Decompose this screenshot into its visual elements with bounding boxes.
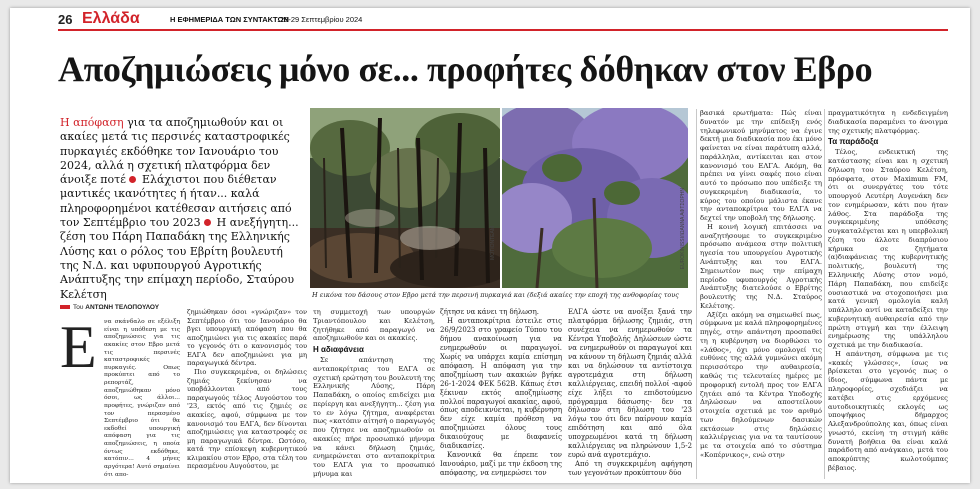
paragraph: Η απάντηση, σύμφωνα με τις «κακές γλώσσες», ίσως να βρίσκεται στο γεγονός πως ο ίδιος, σύμφωνα πάντα με πληροφορίες, σχεδιάζει να κατέβει στις ερχόμενες αυτοδιοικητικές εκλογές ως υποψήφιος δήμαρχος Αλεξανδρούπολης και, όπως είναι γνωστό, εκείνη τη στιγμή κάθε δυνατή βοήθεια θα είναι καλά παράδοτη από ανάγκαιο, μετά του αποκρύπτης κωλοτούμπας βέβαιος. [828, 349, 948, 472]
article-column-1 [60, 314, 180, 479]
lead-bullet-1: Ελάχιστοι που διέθεταν μαντικές ικανότητες ή ήταν... καλά πληροφορημένοι κατέθεσαν αιτήσεις από τον Σεπτέμβριο του 2023 [60, 173, 292, 230]
subheading: Τα παράδοξα [828, 137, 879, 147]
section-title: Ελλάδα [82, 10, 140, 27]
subheading: Η αδιαφάνεια [313, 345, 364, 355]
photo-burned-forest [310, 108, 500, 288]
column-divider [696, 109, 697, 479]
paragraph: Αξίζει ακόμη να σημειωθεί πως, σύμφωνα με καλά πληροφορημένες πηγές, στην απάντηση προσπαθεί τη η κυβέρνηση να διορθώσει το «λάθος», όχι μόνο ομολογεί τις ευθύνες της αλλά γυμνώνει ακόμη περισσότερο την αυθαιρεσία, καθώς τις τελευταίες ημέρες με προφορική εντολή προς τον ΕΛΓΑ ζητάει από τα Κέντρα Υποδοχής Δηλώσεων να αποστείλουν στοιχεία σχετικά με τον αριθμό των δηλούμενων δασικών εκτάσεων στις δηλώσεις καλλιέργειας για να τα ταυτίσουν με τα στοιχεία από το σύστημα «Κοπέρνικος», ενώ στην [700, 310, 822, 459]
article-column-2 [187, 308, 307, 478]
byline-prefix: Του [73, 304, 84, 311]
paragraph: ζημιώθηκαν όσοι «γνώριζαν» τον Σεπτέμβριο ότι τον Ιανουάριο θα βγει υπουργική απόφαση που θα αποζημιώνει για τις ακακίες παρά το γεγονός ότι ο κανονισμός του ΕΛΓΑ δεν αποζημιώνει για μη παραγωγικά δέντρα. [187, 308, 307, 368]
header-rule [58, 29, 948, 31]
paragraph: Πιο συγκεκριμένα, οι δηλώσεις ζημιάς ξεκίνησαν να υποβάλλονται από τους παραγωγούς τέλος Αυγούστου του '23, εκτός από τις ζημιές σε ακακίες, αφού, σύμφωνα με τον κανονισμό του ΕΛΓΑ, δεν δίνονται αποζημιώσεις για καταστροφές σε μη παραγωγικά δέντρα. Ωστόσο, κατά την επίσκεψη κυβερνητικού κλιμακίου στον Εβρο, στα τέλη του περασμένου Αυγούστου, με [187, 368, 307, 471]
paragraph: Η ανταποκρίτρια έστειλε στις 26/9/2023 στο γραφείο Τύπου του δήμου ανακοίνωση για να ενημερωθούν οι παραγωγοί. Χωρίς να υπάρχει καμία επίσημη απόφαση. Η απόφαση για την αποζημίωση των ακακιών βγήκε 26-1-2024 ΦΕΚ 562Β. Κάπως έτσι ξέκιναν εκτός αποζημίωσης πολλοί παραγωγοί ακακίας, αφού, όπως αποδεικνύεται, η κυβέρνηση δεν είχε καμία πρόθεση να αποζημιώσει όλους τους δικαιούχους με διαφανείς διαδικασίες. [440, 316, 562, 451]
paragraph: Η κοινή λογική επιτάσσει να αναζητήσουμε το συγκεκριμένο πρόσωπο ανάμεσα στην πολιτική ηγεσία του υπουργείου Αγροτικής Ανάπτυξης και του ΕΛΓΑ. Σημειωτέον πως την επίμαχη περίοδο υφυπουργός Αγροτικής Ανάπτυξης διατελούσε ο Εβρίτης βουλευτής της Ν.Δ. Σταύρος Κελέτσης. [700, 222, 822, 310]
paragraph: ζήτησε να κάνει τη δήλωση. [440, 308, 539, 316]
article-column-5 [568, 308, 692, 478]
lead-text: για τα αποζημιωθούν και οι ακαίες μετά τις περσινές καταστροφικές πυρκαγιές εκδόθηκε τον Ιανουάριο του 2024, αλλά η σχετική πλατφόρμα δεν άνοιξε ποτέ [60, 116, 290, 187]
paragraph: Σε απάντηση της ανταποκρίτριας του ΕΛΓΑ σε σχετική ερώτηση του βουλευτή της Ελληνικής Λύσης, Πάρη Παπαδάκη, ο οποίος επιδείχει μια περίεργη και ανεξήγητη... ζέση για το εν λόγω ζήτημα, αναφέρεται πως «κατόπιν αίτησή ο παραγωγός που ζήτησε να αποζημιωθούν οι ακακίες πήρε προσωπικό μήνυμα να κάνει δήλωση ζημιάς, ενημερώνεται στο ανταποκρίτρια του ΕΛΓΑ για το προσωπικό μήνυμα και [313, 356, 435, 479]
page-header [10, 8, 970, 30]
paragraph: τη συμμετοχή των υπουργών Τριαντόπουλου και Κελέτση, ζητήθηκε από παραγωγό να αποζημιωθούν και οι ακακίες. [313, 308, 435, 343]
bullet-dot-icon [129, 176, 136, 183]
lead-bullet-2: Η ανεξήγητη... ζέση του Πάρη Παπαδάκη της Ελληνικής Λύσης και ο ρόλος του Εβρίτη βουλευτή της Ν.Δ. και υφυπουργού Αγροτικής Ανάπτυξης την επίμαχη περίοδο, Σταύρου Κελέτση [60, 216, 299, 301]
article-column-7 [828, 109, 948, 479]
paragraph: να σκάνδαλο σε εξέλιξη είναι η υπόθεση με τις αποζημιώσεις για τις ακακίες στον Εβρο μετά τις περσινές καταστροφικές πυρκαγιές. Οπως προκύπτει από το ρεπορτάζ, αποζημιώθηκαν μόνο όσοι, ως άλλοι... προφήτες, γνώριζαν από τον περασμένο Σεπτέμβριο ότι θα εκδοθεί υπουργική απόφαση για τις αποζημιώσεις, η οποία όντως εκδόθηκε, κατόπιν... 4 μήνες αργότερα! Αυτό σημαίνει ότι απο- [104, 319, 180, 478]
paragraph: Από τη συγκεκριμένη αφήγηση των γεγονότων προκύπτουν δύο [568, 460, 692, 478]
photo-credit-2: EUROKINISSI/ΙΩΑΝΝΑ ΑΦΤΣΟΡΗΝ [680, 188, 686, 270]
article-column-6 [700, 109, 822, 479]
drop-cap: Ε [60, 314, 97, 380]
author-name: ΑΝΤΩΝΗ ΤΕΛΟΠΟΥΛΟΥ [85, 304, 160, 311]
lead-paragraph [60, 116, 302, 302]
issue-date: 28-29 Σεπτεμβρίου 2024 [280, 15, 363, 24]
headline: Αποζημιώσεις μόνο σε... προφήτες δόθηκαν στον Εβρο [58, 49, 873, 89]
page-number: 26 [58, 12, 73, 27]
photo-caption: Η εικόνα του δάσους στον Εβρο μετά την περσινή πυρκαγιά και (δεξιά ακαίες την εποχή της ανθοφορίας τους [312, 291, 679, 299]
paragraph: βασικά ερωτήματα: Πώς είναι δυνατόν με την επίδειξη ενός τηλεφωνικού μηνύματος να έγινε δεκτή μια διαδικασία που έκι μόνο φαίνεται να είναι παράτυπη αλλά, παράλληλα, αντίκειται και στον κανονισμό του ΕΛΓΑ. Ακόμη, θα πρέπει να γίνει σαφές ποιο είναι αυτό το πρόσωπο που υπέδειξε τη συγκεκριμένη διαδικασία, το κύρος του οποίου μάλιστα έκανε την ανταποκρίτρια του ΕΛΓΑ να δεχτεί την υποβολή της δήλωσης. [700, 109, 822, 223]
photo-credit-1: ΜΟΤΙΟΝΤΕΑΜ [490, 226, 496, 260]
paragraph: πραγματικότητα η ενδεδειγμένη διαδικασία παραμένει το άνοιγμα της σχετικής πλατφόρμας. [828, 109, 948, 135]
newspaper-page [10, 8, 970, 483]
paragraph: Κανονικά θα έπρεπε τον Ιανουάριο, μαζί με την έκδοση της απόφασης, να ενημερώσει τον [440, 451, 562, 478]
newspaper-name: Η ΕΦΗΜΕΡΙΔΑ ΤΩΝ ΣΥΝΤΑΚΤΩΝ [170, 15, 289, 24]
lead-intro: Η απόφαση [60, 116, 124, 129]
byline [60, 304, 190, 311]
photo-acacia-trees [502, 108, 688, 288]
paragraph: ΕΛΓΑ ώστε να ανοίξει ξανά την πλατφόρμα δήλωσης ζημιάς, στη συνέχεια να ενημερωθούν τα Κέντρα Υποβολής Δηλώσεων ώστε να ενημερωθούν οι παραγωγοί και να κάνουν τη δήλωση ζημιάς αλλά και να δηλώσουν τα αντίστοιχα αγροτεμάχια στη δήλωση καλλιέργειας, επειδή πολλοί -αφού είχε λήξει το επιδοτούμενο πρόγραμμα δάσωσης- δεν τα δήλωσαν στη δήλωση του '23 λόγω του ότι δεν παίρνουν καμία επιδότηση και από όλα υποχρεωμένοι κατά τη δήλωση καλλιέργειας να πληρώνουν 1,5-2 ευρώ ανά αγροτεμάχιο. [568, 308, 692, 460]
bullet-dot-icon [204, 219, 211, 226]
article-column-4 [440, 308, 562, 478]
column-divider [824, 109, 825, 479]
byline-marker [60, 305, 70, 309]
article-column-3 [313, 308, 435, 478]
paragraph: Τέλος, ενδεικτική της κατάστασης είναι και η σχετική δήλωση του Σταύρου Κελέτση, πρόσφατα, στον Maximum FM, ότι οι συνεργάτες του τότε υπουργού Λευτέρη Αυγενάκη δεν τον ενημέρωσαν, κάτι που ήταν λάθος. Στα παράδοξα της συγκεκριμένης υπόθεσης συγκαταλέγεται και η υπερβολική ζέση του άλλοτε διαπρύσιου κήρυκα σε ζητήματα (α)διαφάνειας της κυβερνητικής πολιτικής, βουλευτή της Ελληνικής Λύσης στον νομό, Πάρη Παπαδάκη, που επιδείξε ουσιαστικά να στοχοποιήσει μια κατά γενική ομολογία καλή υπάλληλο αντί να καταδείξει την κυβερνητική αυθαιρεσία από την πρώτη στιγμή και την έλλειψη ενημέρωσης της υπάλληλου σχετικά με την διαδικασία. [828, 148, 948, 350]
